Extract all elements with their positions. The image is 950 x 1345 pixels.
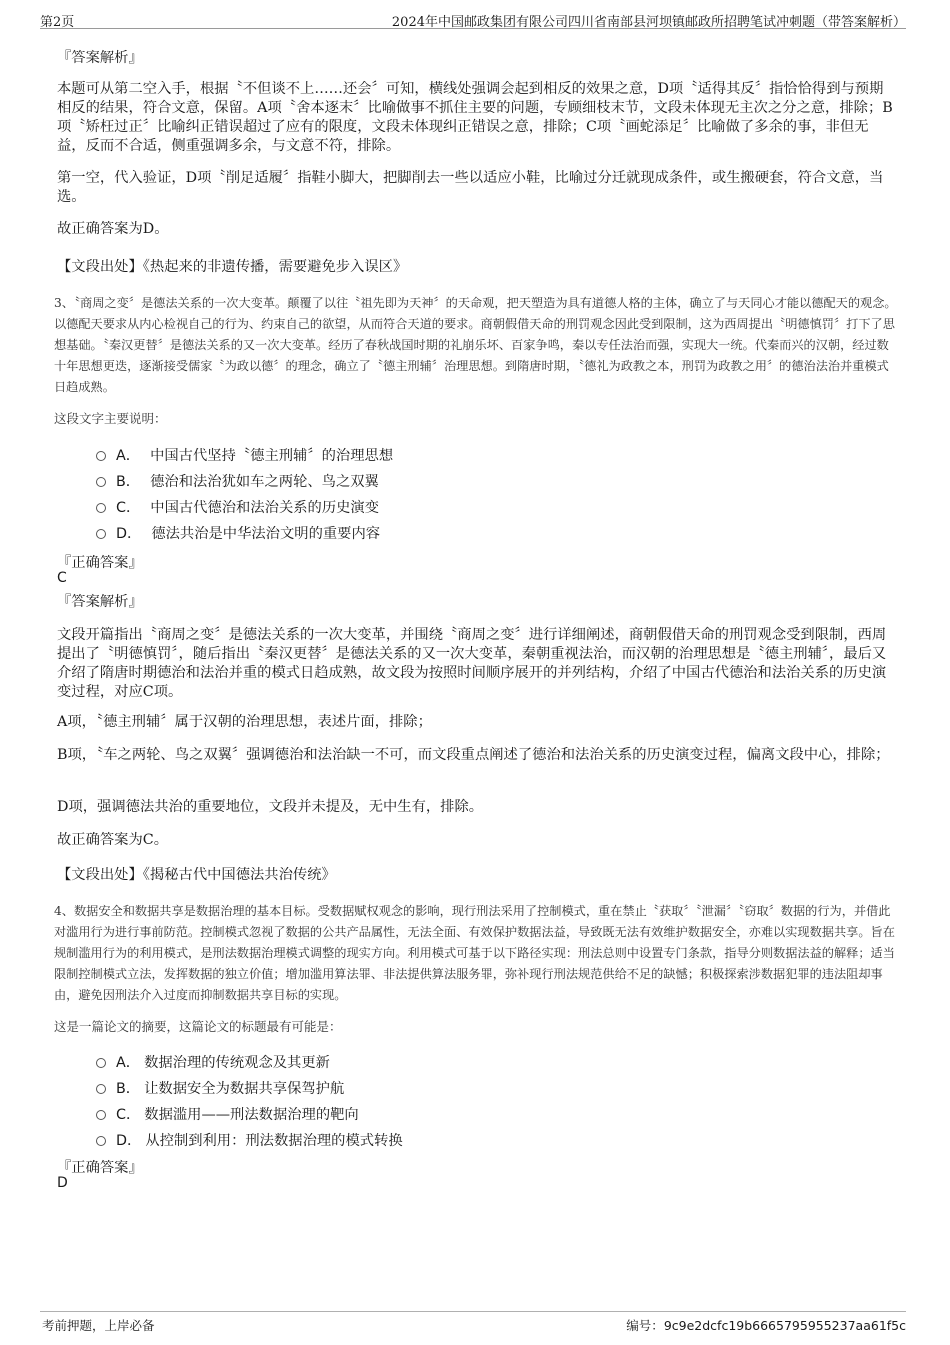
radio-button[interactable] xyxy=(96,1110,106,1120)
option-text: 中国古代德治和法治关系的历史演变 xyxy=(150,500,380,516)
q4-option-c[interactable] xyxy=(96,1104,359,1124)
option-text: 中国古代坚持〝德主刑辅〞的治理思想 xyxy=(150,448,394,464)
q3-analysis-paragraph: B项，〝车之两轮、鸟之双翼〞强调德治和法治缺一不可，而文段重点阐述了德治和法治关系的历史演变过程，偏离文段中心，排除； xyxy=(57,747,890,763)
option-text: 德治和法治犹如车之两轮、鸟之双翼 xyxy=(150,474,379,490)
option-letter: D． xyxy=(116,526,142,542)
q3-option-a[interactable] xyxy=(96,445,393,465)
q3-analysis-paragraph: A项，〝德主刑辅〞属于汉朝的治理思想，表述片面，排除； xyxy=(57,714,432,730)
q4-option-d[interactable] xyxy=(96,1130,403,1150)
option-letter: A． xyxy=(116,1055,141,1071)
footer-slogan: 考前押题，上岸必备 xyxy=(42,1318,155,1333)
q3-option-c[interactable] xyxy=(96,497,379,517)
q2-analysis-paragraph: 本题可从第二空入手，根据〝不但谈不上……还会〞可知，横线处强调会起到相反的效果之意，D项〝适得其反〞指恰恰得到与预期相反的结果，符合文意，保留。A项〝舍本逐末〞比喻做事不抓住主要的问题，专顾细枝末节，文段未体现无主次之分之意，排除；B项〝矫枉过正〞比喻纠正错误超过了应有的限度，文段未体现纠正错误之意，排除；C项〝画蛇添足〞比喻做了多余的事，非但无益，反而不合适，侧重强调多余，与文意不符，排除。 xyxy=(57,81,893,154)
option-letter: C． xyxy=(116,1107,141,1123)
document-code xyxy=(626,1316,906,1334)
q3-analysis-paragraph: D项，强调德法共治的重要地位，文段并未提及，无中生有，排除。 xyxy=(57,799,484,815)
q2-analysis-paragraph: 第一空，代入验证，D项〝削足适履〞指鞋小脚大，把脚削去一些以适应小鞋，比喻过分迁就现成条件，或生搬硬套，符合文意，当选。 xyxy=(57,170,884,205)
code-label: 编号： xyxy=(626,1318,664,1333)
option-letter: B． xyxy=(116,474,141,490)
q2-conclusion: 故正确答案为D。 xyxy=(57,221,169,237)
option-letter: C． xyxy=(116,500,141,516)
option-text: 德法共治是中华法治文明的重要内容 xyxy=(151,526,381,542)
q4-option-b[interactable] xyxy=(96,1078,344,1098)
q3-passage: 3、〝商周之变〞是德法关系的一次大变革。颠覆了以往〝祖先即为天神〞的天命观，把天塑造为具有道德人格的主体，确立了与天同心才能以德配天的观念。以德配天要求从内心检视自己的行为、约束自己的欲望，从而符合天道的要求。商朝假借天命的刑罚观念因此受到限制，这为西周提出〝明德慎罚〞打下了思想基础。〝秦汉更替〞是德法关系的又一次大变革。经历了春秋战国时期的礼崩乐坏、百家争鸣，秦以专任法治而强，实现大一统。代秦而兴的汉朝，经过数十年思想更迭，逐渐接受儒家〝为政以德〞的理念，确立了〝德主刑辅〞治理思想。到隋唐时期，〝德礼为政教之本，刑罚为政教之用〞的德治法治并重模式日趋成熟。 xyxy=(54,296,897,394)
q4-answer-label: 『正确答案』 xyxy=(57,1160,143,1176)
q2-analysis-label: 『答案解析』 xyxy=(57,50,143,66)
radio-button[interactable] xyxy=(96,477,106,487)
q3-conclusion: 故正确答案为C。 xyxy=(57,832,169,848)
option-text: 数据治理的传统观念及其更新 xyxy=(144,1055,330,1071)
q3-answer-label: 『正确答案』 xyxy=(57,555,143,571)
page-footer xyxy=(40,1311,906,1338)
option-letter: A． xyxy=(116,448,141,464)
option-letter: B． xyxy=(116,1081,141,1097)
q4-passage: 4、数据安全和数据共享是数据治理的基本目标。受数据赋权观念的影响，现行刑法采用了控制模式，重在禁止〝获取〞〝泄漏〞〝窃取〞数据的行为，并借此对滥用行为进行事前防范。控制模式忽视了数据的公共产品属性，无法全面、有效保护数据法益，导致既无法有效维护数据安全，亦难以实现数据共享。旨在规制滥用行为的利用模式，是刑法数据治理模式调整的现实方向。利用模式可基于以下路径实现：刑法总则中设置专门条款，指导分则数据法益的解释；适当限制控制模式立法，发挥数据的独立价值；增加滥用算法罪、非法提供算法服务罪，弥补现行刑法规范供给不足的缺憾；积极探索涉数据犯罪的违法阻却事由，避免因刑法介入过度而抑制数据共享目标的实现。 xyxy=(54,904,895,1002)
radio-button[interactable] xyxy=(96,1136,106,1146)
radio-button[interactable] xyxy=(96,1058,106,1068)
q2-source: 【文段出处】《热起来的非遗传播，需要避免步入误区》 xyxy=(57,259,408,275)
q3-option-d[interactable] xyxy=(96,523,380,543)
q3-analysis-label: 『答案解析』 xyxy=(57,594,143,610)
page-header xyxy=(40,8,906,29)
option-text: 数据滥用——刑法数据治理的靶向 xyxy=(144,1107,359,1123)
option-text: 让数据安全为数据共享保驾护航 xyxy=(144,1081,345,1097)
q3-answer: C xyxy=(57,570,67,586)
document-title: 2024年中国邮政集团有限公司四川省南部县河坝镇邮政所招聘笔试冲刺题（带答案解析） xyxy=(391,15,906,30)
q3-option-b[interactable] xyxy=(96,471,379,491)
q4-answer: D xyxy=(57,1175,68,1191)
q3-analysis-paragraph: 文段开篇指出〝商周之变〞是德法关系的一次大变革，并围绕〝商周之变〞进行详细阐述，商朝假借天命的刑罚观念受到限制，西周提出了〝明德慎罚〞，随后指出〝秦汉更替〞是德法关系的又一次大变革，秦朝重视法治，而汉朝的治理思想是〝德主刑辅〞，最后又介绍了隋唐时期德治和法治并重的模式日趋成熟，故文段为按照时间顺序展开的并列结构，介绍了中国古代德治和法治关系的历史演变过程，对应C项。 xyxy=(57,627,887,700)
radio-button[interactable] xyxy=(96,451,106,461)
radio-button[interactable] xyxy=(96,503,106,513)
q4-option-a[interactable] xyxy=(96,1052,330,1072)
code-value: 9c9e2dcfc19b6665795955237aa61f5c xyxy=(663,1318,906,1333)
radio-button[interactable] xyxy=(96,529,106,539)
radio-button[interactable] xyxy=(96,1084,106,1094)
q3-question: 这段文字主要说明： xyxy=(54,411,167,426)
q3-source: 【文段出处】《揭秘古代中国德法共治传统》 xyxy=(57,867,336,883)
q4-question: 这是一篇论文的摘要，这篇论文的标题最有可能是： xyxy=(54,1019,342,1034)
option-text: 从控制到利用：刑法数据治理的模式转换 xyxy=(145,1133,403,1149)
option-letter: D． xyxy=(116,1133,142,1149)
page-number: 第2页 xyxy=(40,15,75,30)
